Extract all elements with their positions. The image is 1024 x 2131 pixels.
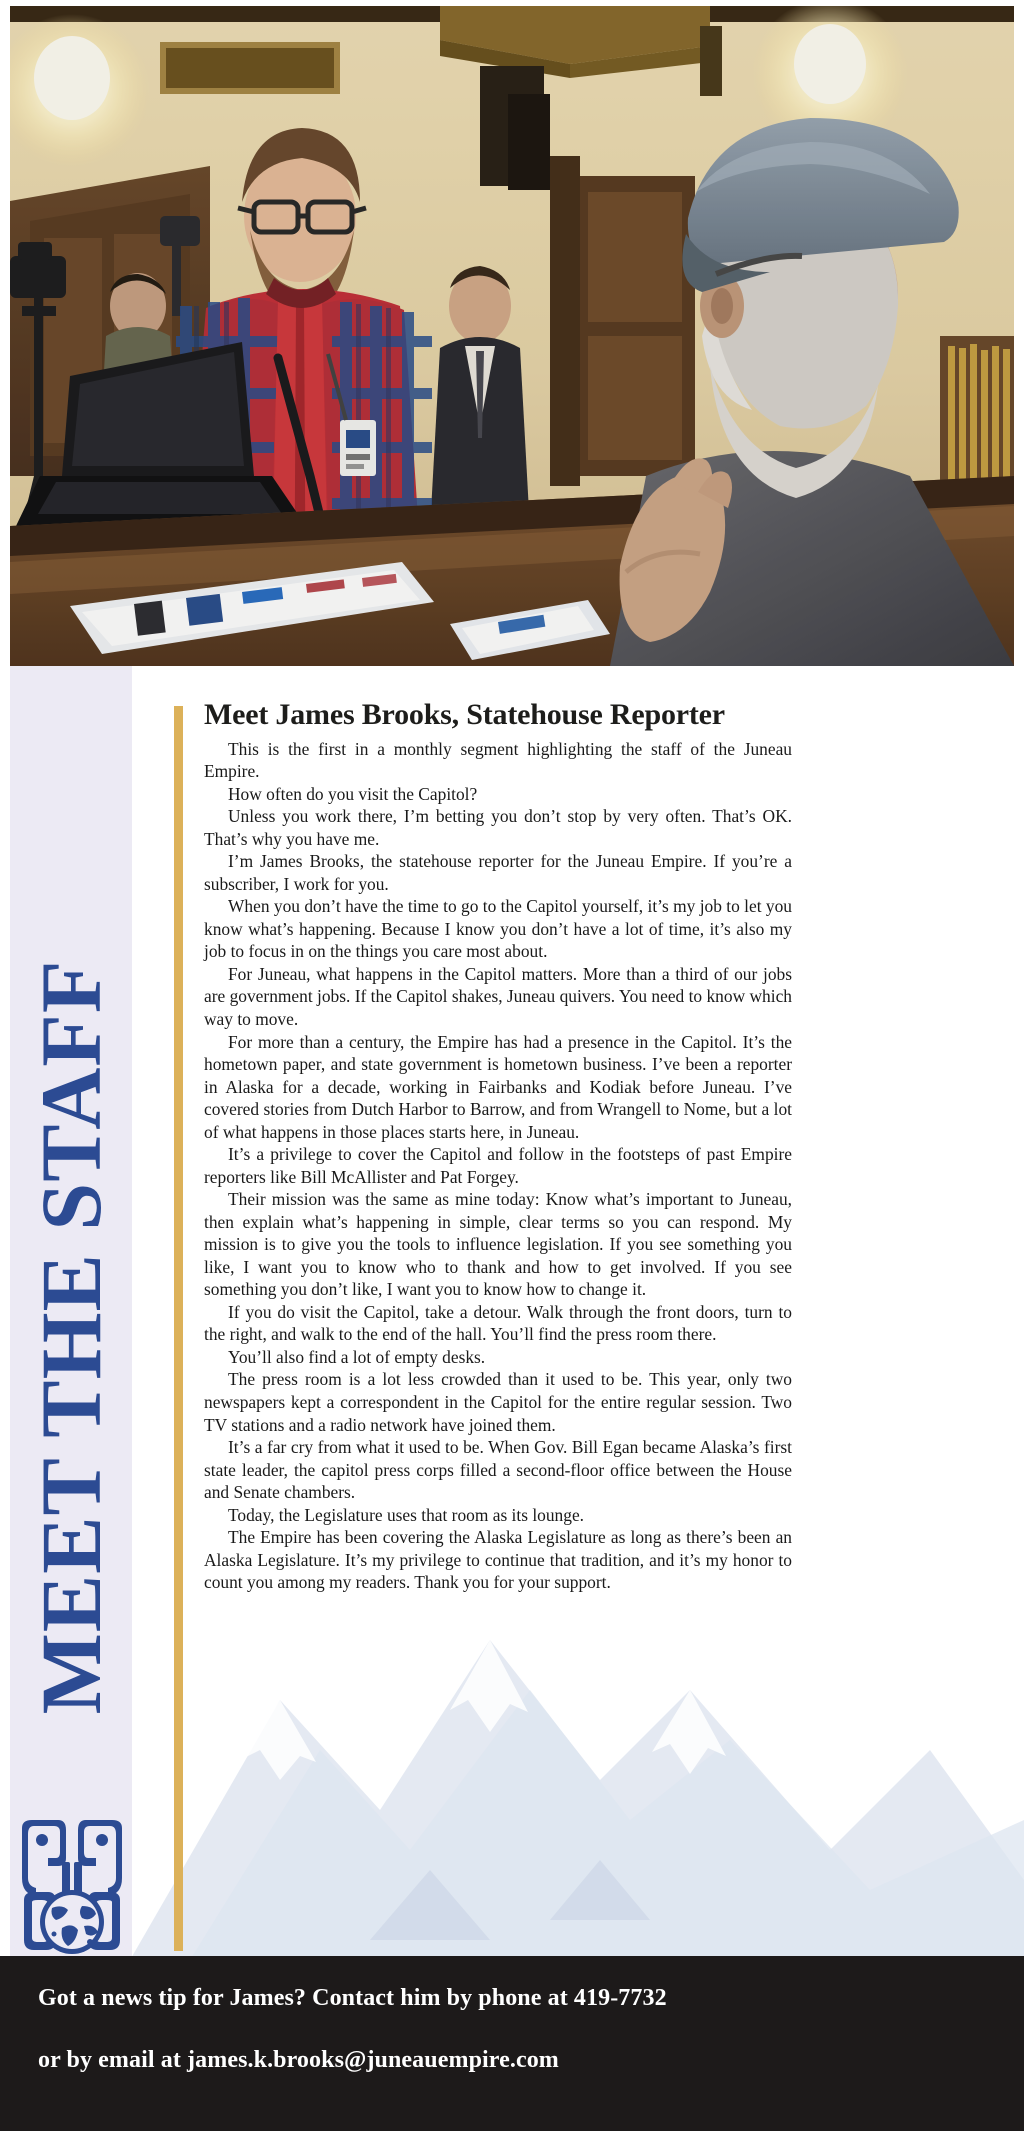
article-paragraph: Today, the Legislature uses that room as its lounge. (228, 1504, 585, 1525)
contact-phone-line: Got a news tip for James? Contact him by phone at 419-7732 (38, 1985, 667, 2011)
article-paragraph: Unless you work there, I’m betting you don’t stop by very often. That’s OK. That’s why you have me. (204, 806, 792, 849)
article-headline: Meet James Brooks, Statehouse Reporter (204, 698, 725, 731)
page-edge-right (1014, 666, 1024, 1956)
globe-logo-art (18, 1818, 126, 1956)
section-sidebar (10, 666, 132, 1956)
article-body (204, 738, 792, 1594)
article-paragraph: The press room is a lot less crowded than it used to be. This year, only two newspapers kept a correspondent in the Capitol for the entire regular session. Two TV stations and a radio network have joined them. (204, 1369, 792, 1435)
article-photo (10, 6, 1014, 666)
article-paragraph: It’s a far cry from what it used to be. When Gov. Bill Egan became Alaska’s first state leader, the capitol press corps filled a second-floor office between the House and Senate chambers. (204, 1437, 792, 1503)
contact-footer-bar (0, 1956, 1024, 2131)
article-paragraph: This is the first in a monthly segment highlighting the staff of the Juneau Empire. (204, 738, 792, 782)
article-paragraph: You’ll also find a lot of empty desks. (228, 1346, 486, 1367)
article-paragraph: The Empire has been covering the Alaska Legislature as long as there’s been an Alaska Legislature. It’s my privilege to continue that tradition, and it’s my honor to count you among my readers. Thank you for your support. (204, 1527, 792, 1593)
gold-vertical-rule (174, 706, 183, 1951)
article-paragraph: It’s a privilege to cover the Capitol and follow in the footsteps of past Empire reporters like Bill McAllister and Pat Forgey. (204, 1144, 792, 1187)
section-vertical-title: MEET THE STAFF (23, 959, 119, 1715)
article-paragraph: For more than a century, the Empire has had a presence in the Capitol. It’s the hometown paper, and state government is hometown business. I’ve been a reporter in Alaska for a decade, working in Fairbanks and Kodiak before Juneau. I’ve covered stories from Dutch Harbor to Barrow, and from Wrangell to Nome, but a lot of what happens in those places starts here, in Juneau. (204, 1031, 792, 1142)
article-paragraph: How often do you visit the Capitol? (228, 783, 478, 804)
article-paragraph: For Juneau, what happens in the Capitol matters. More than a third of our jobs are government jobs. If the Capitol shakes, Juneau quivers. You need to know which way to move. (204, 963, 792, 1029)
photo-illustration (10, 6, 1014, 666)
article-paragraph: When you don’t have the time to go to the Capitol yourself, it’s my job to let you know what’s happening. Because I know you don’t have a lot of time, it’s also my job to focus in on the things you care most about. (204, 896, 792, 962)
page-edge-left (0, 666, 10, 1956)
contact-email-line[interactable]: or by email at james.k.brooks@juneauempire.com (38, 2047, 559, 2073)
contact-footer-inner (38, 1986, 978, 2072)
juneau-empire-globe-logo (18, 1818, 126, 1956)
article-paragraph: I’m James Brooks, the statehouse reporter for the Juneau Empire. If you’re a subscriber, I work for you. (204, 851, 792, 894)
article-content (204, 698, 792, 1594)
article-column (152, 666, 792, 1956)
article-paragraph: Their mission was the same as mine today: Know what’s important to Juneau, then explain what’s happening in simple, clear terms so you can respond. My mission is to give you the tools to influence legislation. If you see something you like, I want you to know who to thank and how to get involved. If you see something you don’t like, I want you to know how to change it. (204, 1189, 792, 1300)
vertical-title-wrapper (10, 666, 132, 1956)
article-paragraph: If you do visit the Capitol, take a detour. Walk through the front doors, turn to the right, and walk to the end of the hall. You’ll find the press room there. (204, 1301, 792, 1345)
